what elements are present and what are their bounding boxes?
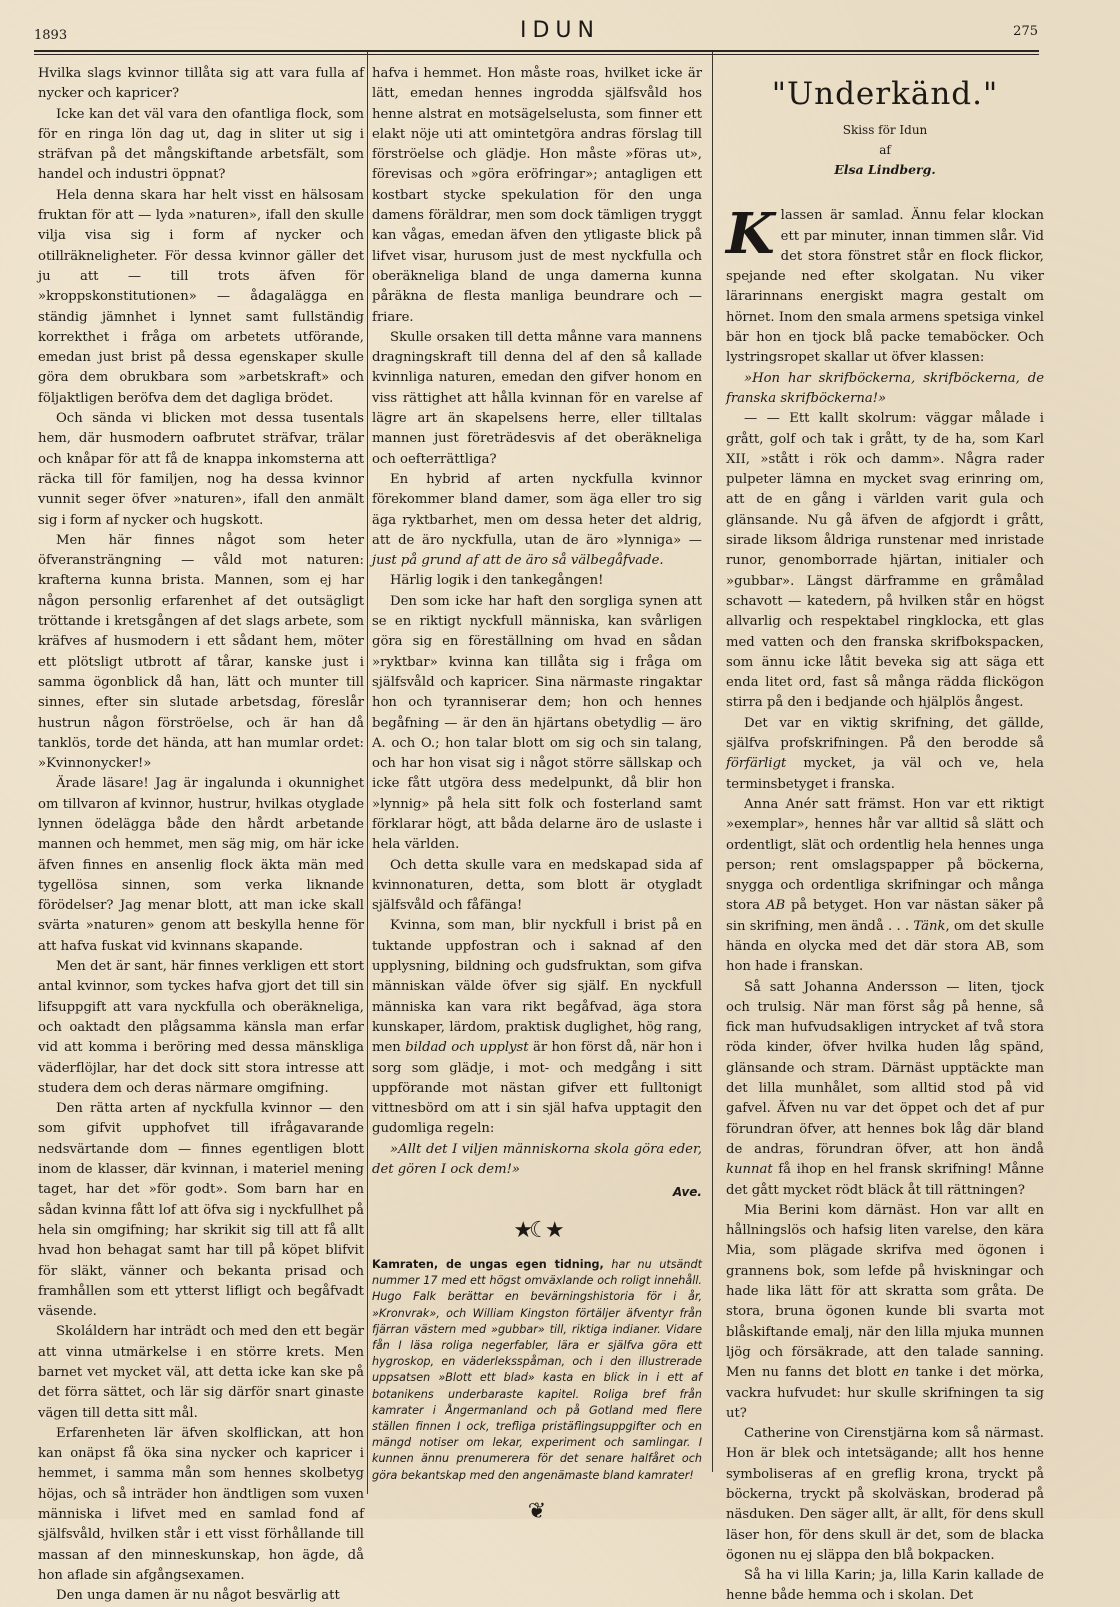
paragraph: Hvilka slags kvinnor tillåta sig att vara fulla af nycker och kapricer? [38, 66, 364, 102]
column-divider [367, 52, 368, 1494]
story-title: "Underkänd." [771, 76, 999, 112]
paragraph-text: En hybrid af arten nyckfulla kvinnor förekommer bland damer, som äga eller tro sig äga ryktbarhet, men om dessa heter det aldrig, att de äro nyckfulla, utan de äro »lynniga» — [372, 471, 702, 548]
page-header [0, 0, 1120, 56]
paragraph [726, 1201, 1044, 1424]
quote [726, 369, 1044, 410]
paragraph: Skoláldern har inträdt och med den ett begär att vinna utmärkelse i en större krets. Men barnet vet mycket väl, att detta icke kan ske på det förra sättet, och lär sig därför snart ginaste vägen till detta sitt mål. [38, 1324, 364, 1421]
paragraph: Härlig logik i den tankegången! [390, 573, 604, 589]
signature: Ave. [672, 1185, 702, 1200]
quote-text: »Hon har skrifböckerna, skrifböckerna, de franska skrifböckerna!» [726, 370, 1044, 406]
paragraph: Den unga damen är nu något besvärlig att [56, 1588, 340, 1604]
paragraph: Ärade läsare! Jag är ingalunda i okunnighet om tillvaron af kvinnor, hustrur, hvilkas otyglade lynnen ödelägga både den hårdt arbetande mannen och hemmet, men säg mig, om här icke äfven finnes en ansenlig flock äkta män med tygellösa sinnen, som verka liknande förödelser? Jag menar blott, att man icke skall svärta »naturen» genom att beskylla henne för att hafva fuskat vid kvinnans skapande. [38, 776, 364, 954]
emphasis: just på grund af att de äro så välbegåfvade. [372, 553, 664, 569]
paragraph [726, 795, 1044, 978]
paragraph-text: lassen är samlad. Ännu felar klockan ett par minuter, innan timmen slår. Vid det stora fönstret står en flock flickor, spejande ned efter skolgatan. Nu viker lärarinnans energiskt magra gestalt om hörnet. Inom den smala armens spetsiga vinkel bär hon en tjock blå packe temaböcker. Och lystringsropet skallar ut öfver klassen: [726, 208, 1044, 366]
paragraph-text: är hon först då, när hon i sorg som glädje, i mot- och medgång i sitt uppförande mot nästan gifver ett fulltonigt vittnesbörd om att i sin själ hafva upptagit den gudomliga regeln: [372, 1040, 702, 1137]
paragraph: Den rätta arten af nyckfulla kvinnor — den som gifvit upphofvet till ifrågavarande nedsvärtande dom — finnes egentligen blott inom de klasser, där kvinnan, i materiel mening taget, har det »för godt». Som barn har en sådan kvinna fått lof att öfva sig i nyckfullhet på hela sin omgifning; har skrikit sig till att få allt hvad hon behagat samt har till på köpet blifvit för släkt, vänner och bekanta prisad och framhållen som ett ytterst lifligt och begåfvadt väsende. [38, 1101, 364, 1320]
emphasis: AB [765, 898, 786, 914]
paragraph [726, 978, 1044, 1201]
column-middle [372, 64, 702, 1522]
page-number: 275 [1013, 24, 1038, 39]
story-author: Elsa Lindberg. [834, 162, 936, 177]
paragraph: Och detta skulle vara en medskapad sida af kvinnonaturen, detta, som blott är otygladt själfsvåld och fåfänga! [372, 857, 702, 914]
paragraph: — — Ett kallt skolrum: väggar målade i grått, golf och tak i grått, ty de ha, som Karl XII, »stått i rök och damm». Några rader pulpeter lämna en mycket svag erinring om, att de en gång i världen varit gula och glänsande. Nu gå äfven de afgjordt i grått, sirade liksom åldriga runstenar med inristade runor, genomborrade hjärtan, initialer och »gubbar». Längst därframme en gråmålad schavott — katedern, på hvilken står en högst allvarlig och respektabel ringklocka, ett glas med vatten och den franska skrifbokspacken, som ännu icke låtit beveka sig att säga ett enda litet ord, fast så många rädda flickögon stirra på den i bedjande och hjälplös ångest. [726, 411, 1044, 711]
notice-body: har nu utsändt nummer 17 med ett högst omväxlande och roligt innehåll. Hugo Falk berättar en bevärningshistoria för i år, »Kronvrak», och William Kingston förtäljer äfventyr från fjärran västern med »gubbar» till, riktiga indianer. Vidare fån I läsa roliga negerfabler, lära er själfva göra ett hygroskop, en väderleksspåman, och i den illustrerade uppsatsen »Blott ett blad» kasta en blick in i ett af botanikens underbaraste kapitel. Roliga bref från kamrater i Ångermanland och på Gotland med flere ställen finnen I ock, trefliga pristäflingsuppgifter och en mängd notiser om lekar, experiment och samlingar. I kunnen ännu prenumerera för det senare halfåret och göra bekantskap med den angenämaste bland kamrater! [372, 1257, 702, 1482]
paragraph: Hela denna skara har helt visst en hälsosam fruktan för att — lyda »naturen», ifall den skulle vilja visa sig i form af nycker och otillräkneligheter. För dessa kvinnor gäller det ju att — till trots äfven för »kroppskonstitutionen» — ådagalägga en ständig jämnhet i lynnet samt fullständig korrekthet i fråga om arbetets utförande, emedan just brist på dessa egenskaper skulle göra dem obrukbara som »arbetskraft» och följaktligen beröfva dem det dagliga brödet. [38, 187, 364, 406]
paragraph-text: Det var en viktig skrifning, det gällde, själfva profskrifningen. På den berodde så [726, 715, 1044, 752]
paragraph: Erfarenheten lär äfven skolflickan, att hon kan onäpst få öka sina nycker och kapricer i hemmet, i samma mån som hennes skolbetyg höjas, och så inträder hon ändtligen som vuxen människa i lifvet med en samlad fond af själfsvåld, hvilken står i ett visst förhållande till massan af den minneskunskap, hon ägde, då hon aflade sin afgångsexamen. [38, 1425, 364, 1583]
paragraph: Catherine von Cirenstjärna kom så närmast. Hon är blek och intetsägande; allt hos henne symboliseras af en greflig krona, tryckt på böckerna, tryckt på skolväskan, broderad på näsduken. Den säger allt, är allt, för dens skull läser hon, för dens skull är det, som de blacka ögonen nu ej släppa den blå bokpacken. [726, 1426, 1044, 1563]
kamraten-notice [372, 1257, 702, 1484]
emphasis: kunnat [726, 1162, 773, 1178]
paragraph-text: , om det skulle hända en olycka med det där stora AB, som hon hade i franskan. [726, 918, 1045, 975]
paragraph: Så ha vi lilla Karin; ja, lilla Karin kallade de henne både hemma och i skolan. Det [726, 1568, 1044, 1604]
paragraph-text: tanke i det mörka, vackra hufvudet: hur skulle skrifningen ta sig ut? [726, 1365, 1044, 1421]
year: 1893 [34, 28, 68, 43]
masthead: IDUN [520, 18, 600, 43]
paragraph [372, 470, 702, 571]
emphasis: bildad och upplyst [405, 1040, 529, 1056]
emphasis: förfärligt [726, 756, 787, 772]
paragraph-text: Kvinna, som man, blir nyckfull i brist på en tuktande uppfostran och i saknad af den upplysning, bildning och gudsfruktan, som gifva människan välde öfver sig själf. En nyckfull människa kan vara rikt begåfvad, äga stora kunskaper, lärdom, praktisk duglighet, hög rang, men [372, 918, 702, 1056]
paragraph-text: få ihop en hel fransk skrifning! Månne det gått mycket rödt bläck åt till rättningen? [726, 1162, 1044, 1198]
paragraph: hafva i hemmet. Hon måste roas, hvilket icke är lätt, emedan hennes ingrodda själfsvåld hos henne alstrat en motsägelselusta, som finner ett elakt nöje uti att omintetgöra andras förslag till förströelse och glädje. Hon måste »föras ut», förevisas och »göra eröfringar»; antagligen ett kostbart stycke spekulation för den unga damens föräldrar, men som dock tämligen tryggt kan vågas, emedan äfven den ytligaste blick på lifvet visar, hurusom just de mest nyckfulla och oberäkneliga bland de unga damerna kunna påräkna de flesta manliga beundrare och — friare. [372, 66, 702, 325]
column-left [38, 64, 364, 1607]
emphasis: en [892, 1365, 910, 1381]
paragraph-text: mycket, ja väl och ve, hela terminsbetyget i franska. [726, 756, 1044, 792]
quote [372, 1140, 702, 1181]
column-divider [712, 52, 713, 1472]
column-right [726, 64, 1044, 1607]
paragraph [372, 916, 702, 1139]
paragraph: Den som icke har haft den sorgliga synen att se en riktigt nyckfull människa, kan svårligen göra sig en föreställning om hvad en sådan »ryktbar» kvinna kan tillåta sig i fråga om själfsvåld och kapricer. Sina närmaste ringaktar hon och tyranniserar dem; hon och hennes begåfning — är den än hjärtans obetydlig — äro A. och O.; hon talar blott om sig och sin talang, och har hon visat sig i något större sällskap och icke fått utgöra dess medelpunkt, då blir hon »lynnig» på hela sitt folk och fosterland samt förklarar högt, att båda delarne äro de uslaste i hela världen. [372, 593, 702, 853]
paragraph: Skulle orsaken till detta månne vara mannens dragningskraft till denna del af den så kallade kvinnliga naturen, emedan den gifver honom en viss rättighet att hålla kvinnan för en varelse af lägre art än skapelsens herre, eller tilltalas mannen just företrädesvis af det oberäkneliga och oefterrättliga? [372, 329, 702, 467]
paragraph [726, 714, 1044, 795]
paragraph-text: Mia Berini kom därnäst. Hon var allt en hållningslös och hafsig liten varelse, den kära Mia, som plägade skrifva med ögonen i grannens bok, som lefde på hviskningar och hade lika lätt för att skratta som gråta. De stora, bruna ögonen kunde bli svarta mot blåskiftande emalj, när den lilla mjuka munnen ljög och försäkrade, att den talade sanning. Men nu fanns det blott [726, 1202, 1044, 1381]
paragraph: Men här finnes något som heter öfveransträngning — våld mot naturen: krafterna kunna brista. Mannen, som ej har någon personlig erfarenhet af det outsägligt tröttande i kretsgången af det slags arbete, som kräfves af husmodern i ett sådant hem, möter ett plötsligt utbrott af tårar, kanske just i samma ögonblick då han, lätt och munter till sinnes, efter sin slutade arbetsdag, föreslår hustrun någon förströelse, och är han då tanklös, torde det hända, att han mumlar ordet: »Kvinnonycker!» [38, 532, 364, 772]
stars-ornament-icon: ★☾★ [513, 1217, 561, 1243]
emphasis: Tänk [913, 918, 946, 934]
paragraph-text: Anna Anér satt främst. Hon var ett riktigt »exemplar», hennes hår var alltid så slätt och ordentligt, slät och ordentlig hela hennes unga person; rent omslagspapper på böckerna, snygga och ordentliga skrifningar och många stora [726, 796, 1044, 914]
byline-af: af [879, 143, 891, 157]
paragraph-text: på betyget. Hon var nästan säker på sin skrifning, men ändå . . . [726, 898, 1044, 934]
paragraph: Och sända vi blicken mot dessa tusentals hem, där husmodern oafbrutet sträfvar, trälar och knåpar för att få de knappa inkomsterna att räcka till för familjen, nog ha dessa kvinnor vunnit seger öfver »naturen», ifall den anmält sig i form af nycker och hugskott. [38, 411, 364, 528]
quote-text: »Allt det I viljen människorna skola göra eder, det gören I ock dem!» [372, 1141, 702, 1178]
paragraph: Icke kan det väl vara den ofantliga flock, som för en ringa lön dag ut, dag in sliter ut sig i sträfvan på det mångskiftande arbetsfält, som handel och industri öppnat? [38, 106, 364, 183]
story-subtitle: Skiss för Idun [842, 123, 928, 137]
header-rule [34, 50, 1039, 55]
paragraph: Men det är sant, här finnes verkligen ett stort antal kvinnor, som tyckes hafva gjort det till sin lifsuppgift att vara nyckfulla och oberäkneliga, och oaktadt den plågsamma känsla man erfar vid att komma i beröring med dessa mänskliga väderflöjlar, har det dock sitt stora intresse att studera dem och deras närmare omgifning. [38, 959, 364, 1096]
notice-lead: Kamraten, de ungas egen tidning, [372, 1257, 604, 1271]
paragraph [726, 201, 1044, 368]
paragraph-text: Så satt Johanna Andersson — liten, tjock och trulsig. När man först såg på henne, så fick man hufvudsakligen intrycket af två stora röda kinder, öfver hvilka huden låg spänd, glänsande och stram. Därnäst upptäckte man det lilla munhålet, som alltid stod på vid gafvel. Äfven nu var det öppet och det af pur förundran öfver, att hennes bok låg där bland de andras, förundran öfver, att hon ändå [726, 979, 1044, 1157]
end-ornament-icon: ❦ [527, 1498, 547, 1524]
dropcap-initial: K [726, 201, 775, 268]
